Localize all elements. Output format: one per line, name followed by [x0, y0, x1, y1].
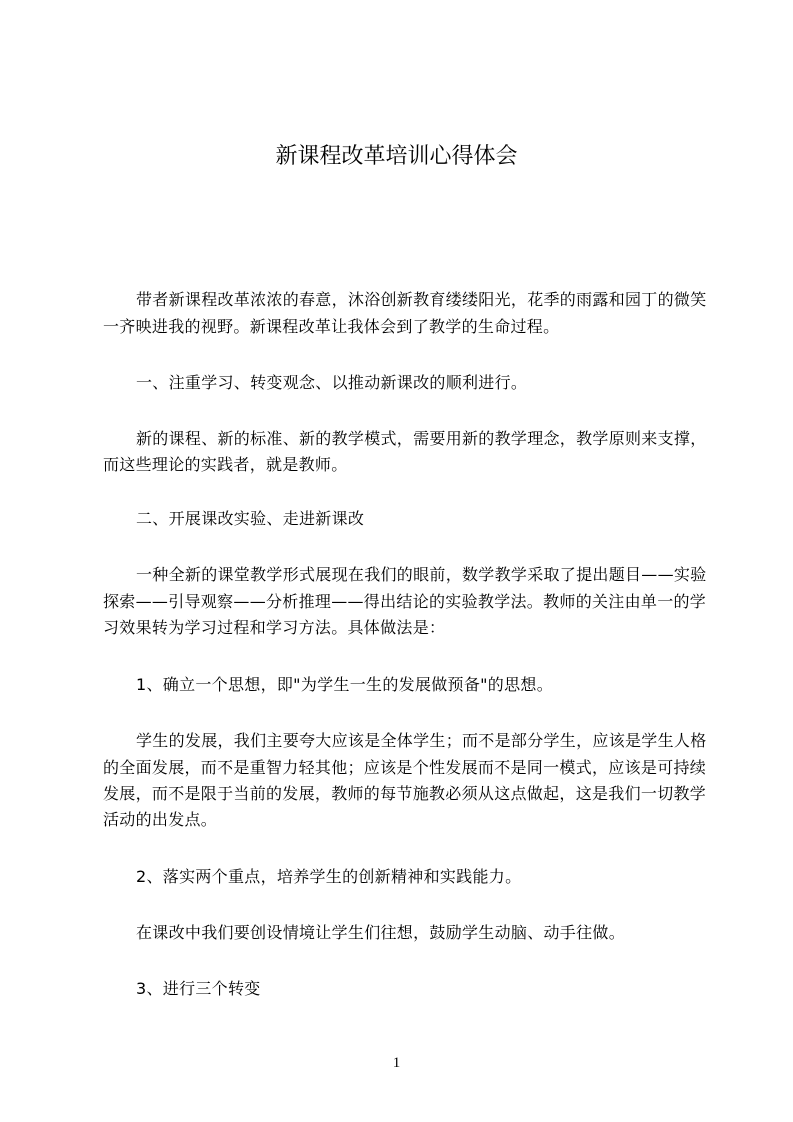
paragraph-line: 习效果转为学习过程和学习方法。具体做法是：	[103, 618, 446, 637]
paragraph-line: 新的课程、新的标准、新的教学模式，需要用新的教学理念，教学原则来支撑，	[136, 429, 707, 448]
document-title: 新课程改革培训心得体会	[275, 144, 518, 169]
paragraph-line: 活动的出发点。	[103, 810, 218, 829]
item-heading: 1、确立一个思想，即"为学生一生的发展做预备"的思想。	[136, 675, 553, 694]
paragraph-line: 而这些理论的实践者，就是教师。	[103, 455, 348, 474]
paragraph-line: 一齐映进我的视野。新课程改革让我体会到了教学的生命过程。	[103, 317, 560, 336]
paragraph-line: 一种全新的课堂教学形式展现在我们的眼前，数学教学采取了提出题目——实验	[136, 565, 707, 584]
paragraph-line: 在课改中我们要创设情境让学生们往想，鼓励学生动脑、动手往做。	[136, 923, 626, 942]
paragraph-line: 的全面发展，而不是重智力轻其他；应该是个性发展而不是同一模式，应该是可持续	[103, 758, 707, 777]
section-heading: 一、注重学习、转变观念、以推动新课改的顺利进行。	[136, 373, 528, 392]
paragraph-line: 学生的发展，我们主要夸大应该是全体学生；而不是部分学生，应该是学生人格	[136, 731, 707, 750]
item-heading: 3、进行三个转变	[136, 979, 261, 998]
paragraph-line: 带者新课程改革浓浓的春意，沐浴创新教育缕缕阳光，花季的雨露和园丁的微笑	[136, 290, 707, 309]
page-number: 1	[392, 1055, 401, 1071]
paragraph-line: 发展，而不是限于当前的发展，教师的每节施教必须从这点做起，这是我们一切教学	[103, 784, 707, 803]
paragraph-line: 探索——引导观察——分析推理——得出结论的实验教学法。教师的关注由单一的学	[103, 592, 707, 611]
item-heading: 2、落实两个重点，培养学生的创新精神和实践能力。	[136, 867, 522, 886]
section-heading: 二、开展课改实验、走进新课改	[136, 509, 365, 528]
